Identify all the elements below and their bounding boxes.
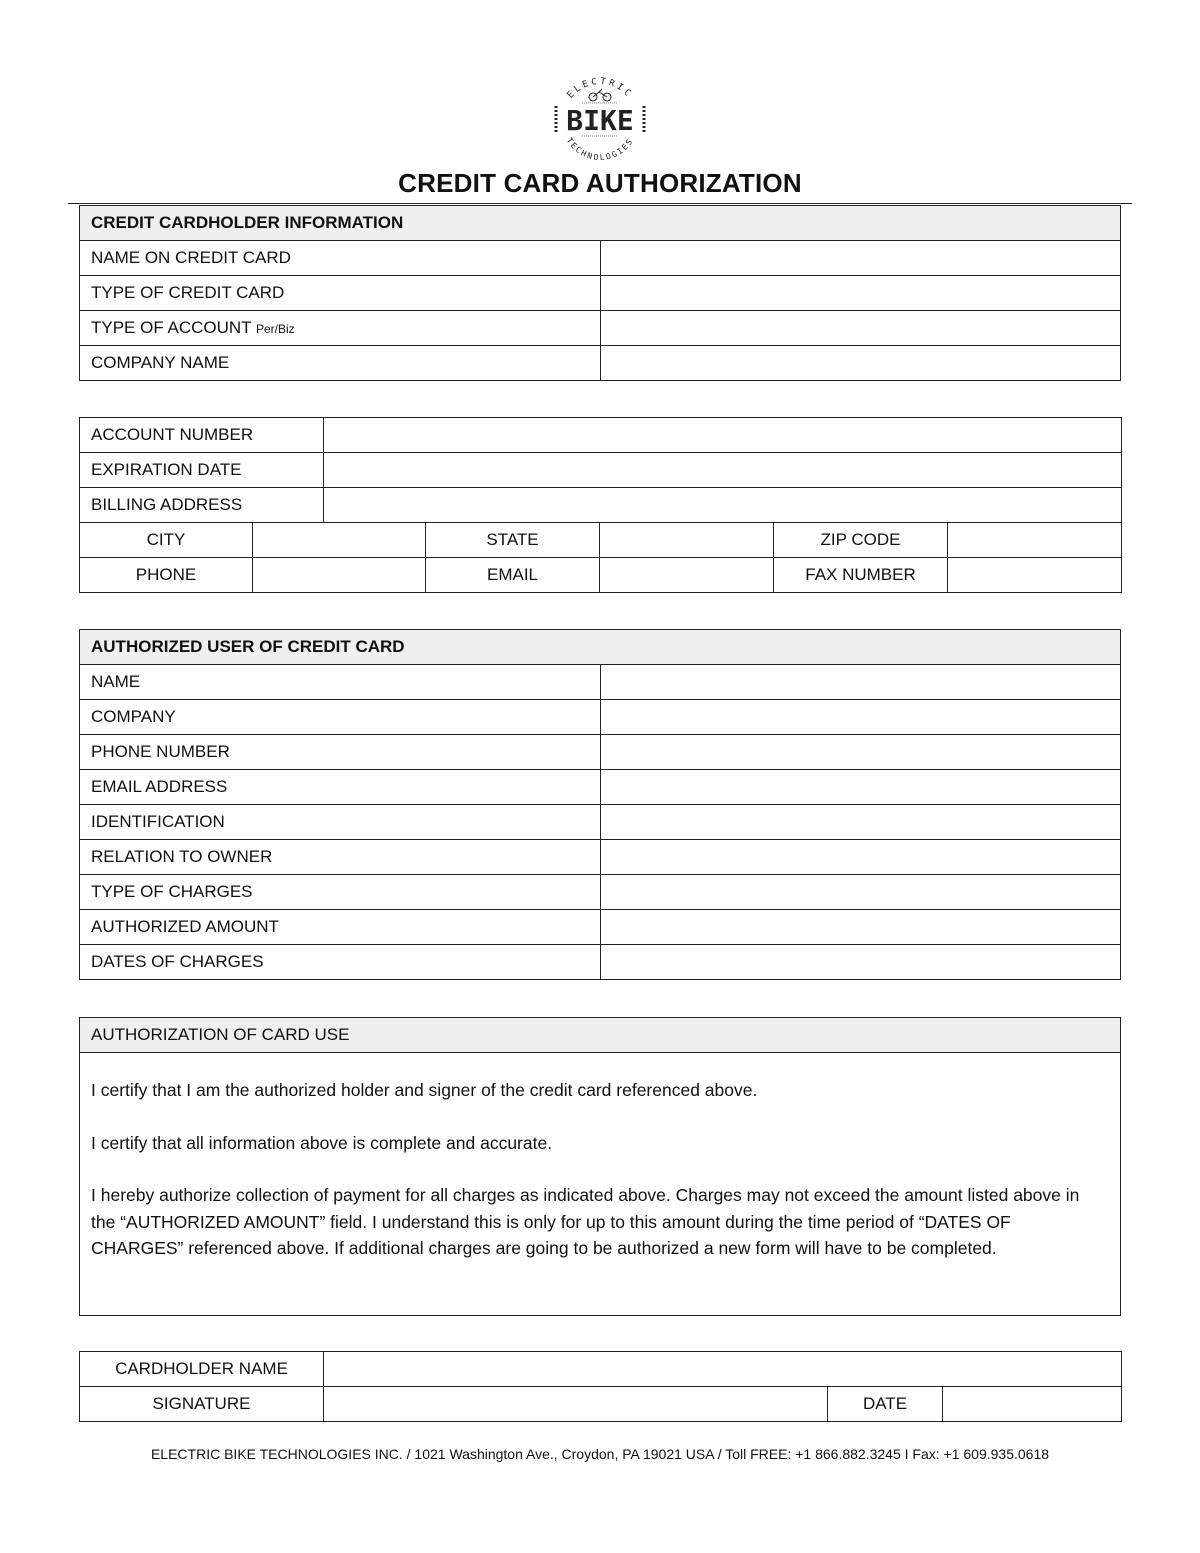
phone-field[interactable] [253,558,426,593]
state-label: STATE [426,523,600,558]
state-field[interactable] [600,523,774,558]
user-email-field[interactable] [600,770,1121,805]
user-company-field[interactable] [600,700,1121,735]
signature-table [79,1351,1122,1422]
svg-text:ELECTRIC [566,77,635,101]
dates-of-charges-field[interactable] [600,945,1121,980]
account-type-hint: Per/Biz [256,322,295,336]
user-email-label: EMAIL ADDRESS [80,770,601,805]
cardholder-section-header: CREDIT CARDHOLDER INFORMATION [80,206,1121,241]
signature-label: SIGNATURE [80,1387,324,1422]
zip-code-field[interactable] [948,523,1122,558]
cardholder-name-label: CARDHOLDER NAME [80,1352,324,1387]
company-name-label: COMPANY NAME [80,346,601,381]
account-type-label-text: TYPE OF ACCOUNT [91,318,252,337]
account-info-table [79,417,1122,593]
type-of-charges-field[interactable] [600,875,1121,910]
account-type-field[interactable] [600,311,1121,346]
date-label: DATE [828,1387,943,1422]
fax-number-field[interactable] [948,558,1122,593]
user-phone-field[interactable] [600,735,1121,770]
certify-accuracy-paragraph: I certify that all information above is complete and accurate. [91,1132,553,1153]
zip-code-label: ZIP CODE [774,523,948,558]
date-field[interactable] [943,1387,1122,1422]
email-field[interactable] [600,558,774,593]
billing-address-field[interactable] [324,488,1122,523]
fax-number-label: FAX NUMBER [774,558,948,593]
logo-top-text: ELECTRIC [565,76,635,101]
cardholder-info-table [79,205,1121,381]
authorized-user-section-header: AUTHORIZED USER OF CREDIT CARD [80,630,1121,665]
authorize-collection-paragraph: I hereby authorize collection of payment for all charges as indicated above. Charges may not exceed the amount listed above in the “AUTHORIZED AMOUNT” field. I understand this is only for up to this amount during the time period of “DATES OF CHARGES” referenced above. If additional charges are going to be authorized a new form will have to be completed. [91,1185,1080,1258]
logo-main-text: BIKE [566,104,634,137]
city-field[interactable] [253,523,426,558]
relation-to-owner-field[interactable] [600,840,1121,875]
company-footer: ELECTRIC BIKE TECHNOLOGIES INC. / 1021 Washington Ave., Croydon, PA 19021 USA / Toll FREE: +1 866.882.3245 I Fax: +1 609.935.0618 [150,1446,1050,1462]
email-label: EMAIL [426,558,600,593]
page-title: CREDIT CARD AUTHORIZATION [398,168,802,198]
authorization-box [79,1017,1121,1316]
card-type-label: TYPE OF CREDIT CARD [80,276,601,311]
expiration-date-label: EXPIRATION DATE [80,453,324,488]
relation-to-owner-label: RELATION TO OWNER [80,840,601,875]
authorized-amount-field[interactable] [600,910,1121,945]
company-name-field[interactable] [600,346,1121,381]
title-divider [68,203,1132,204]
authorization-section-header: AUTHORIZATION OF CARD USE [80,1018,1120,1053]
logo-bottom-text: TECHNOLOGIES [564,136,636,163]
cardholder-name-field[interactable] [324,1352,1122,1387]
authorized-amount-label: AUTHORIZED AMOUNT [80,910,601,945]
user-company-label: COMPANY [80,700,601,735]
bicycle-icon [589,89,611,101]
city-label: CITY [80,523,253,558]
user-phone-label: PHONE NUMBER [80,735,601,770]
name-on-card-field[interactable] [600,241,1121,276]
identification-label: IDENTIFICATION [80,805,601,840]
type-of-charges-label: TYPE OF CHARGES [80,875,601,910]
phone-label: PHONE [80,558,253,593]
company-logo [550,70,650,166]
name-on-card-label: NAME ON CREDIT CARD [80,241,601,276]
authorized-user-table [79,629,1121,980]
account-type-label [80,311,601,346]
billing-address-label: BILLING ADDRESS [80,488,324,523]
expiration-date-field[interactable] [324,453,1122,488]
svg-text:TECHNOLOGIES [565,136,636,162]
authorization-text [80,1053,1120,1262]
user-name-field[interactable] [600,665,1121,700]
certify-holder-paragraph: I certify that I am the authorized holder and signer of the credit card referenced above. [91,1080,758,1100]
user-name-label: NAME [80,665,601,700]
account-number-label: ACCOUNT NUMBER [80,418,324,453]
signature-field[interactable] [324,1387,828,1422]
account-number-field[interactable] [324,418,1122,453]
dates-of-charges-label: DATES OF CHARGES [80,945,601,980]
card-type-field[interactable] [600,276,1121,311]
identification-field[interactable] [600,805,1121,840]
